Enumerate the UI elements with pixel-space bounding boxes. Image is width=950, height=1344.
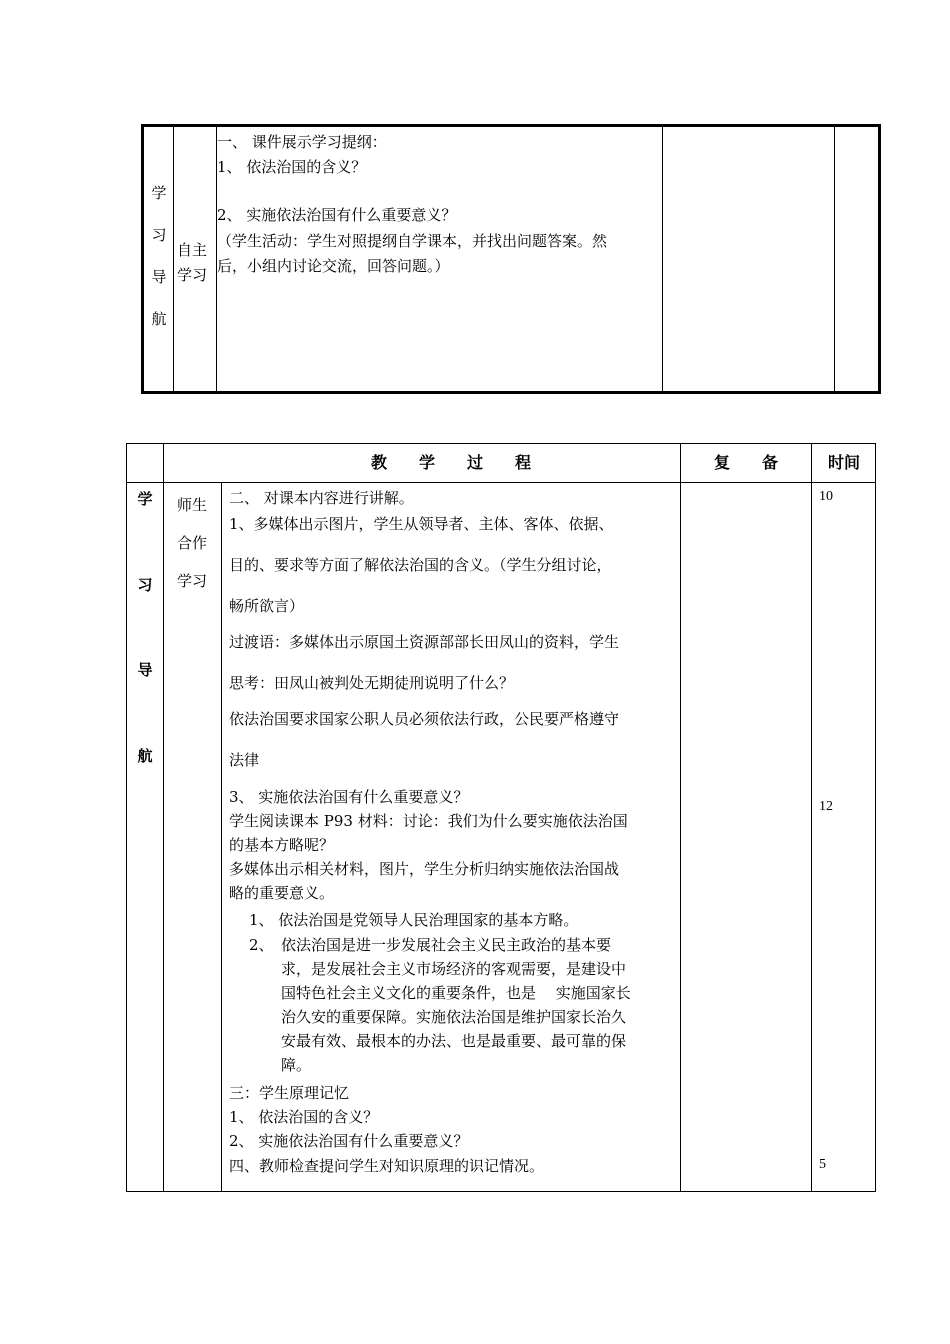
- header-prep: 复 备: [713, 453, 778, 472]
- header-process: 教 学 过 程: [370, 453, 531, 472]
- time-value: 10: [819, 489, 833, 504]
- column-divider: [680, 444, 681, 1191]
- content-line: 略的重要意义。: [229, 884, 335, 902]
- row-divider: [127, 482, 875, 483]
- content-line: 法律: [229, 751, 260, 769]
- content-line: 四、教师检查提问学生对知识原理的识记情况。: [229, 1157, 545, 1175]
- column-divider: [811, 444, 812, 1191]
- column-divider: [173, 127, 174, 391]
- list-item-number: 2、: [249, 936, 274, 954]
- self-study-content: [217, 130, 662, 278]
- content-line: 三：学生原理记忆: [229, 1084, 350, 1102]
- content-line: 思考：田凤山被判处无期徒刑说明了什么？: [229, 674, 515, 692]
- self-study-table: [141, 124, 881, 394]
- list-item: 障。: [281, 1056, 312, 1074]
- content-line: 畅所欲言）: [229, 597, 305, 615]
- mode-line: 自主: [177, 241, 208, 259]
- content-line: 1、多媒体出示图片，学生从领导者、主体、客体、依据、: [229, 515, 614, 533]
- content-line: 多媒体出示相关材料，图片，学生分析归纳实施依法治国战: [229, 860, 620, 878]
- list-item: 治久安的重要保障。实施依法治国是维护国家长治久: [281, 1008, 627, 1026]
- section-label-char: 习: [151, 226, 167, 244]
- mode-line: 学习: [177, 572, 208, 590]
- mode-line: 学习: [177, 266, 208, 284]
- section-label-char: 导: [137, 661, 153, 679]
- section-label-char: 学: [137, 490, 153, 508]
- content-line: 学生阅读课本 P93 材料：讨论：我们为什么要实施依法治国: [229, 812, 628, 830]
- time-value: 5: [819, 1157, 826, 1172]
- list-item: 1、 依法治国是党领导人民治理国家的基本方略。: [249, 911, 579, 929]
- section-label-char: 航: [151, 310, 167, 328]
- content-line: 目的、要求等方面了解依法治国的含义。（学生分组讨论，: [229, 556, 612, 574]
- section-label-char: 习: [137, 576, 153, 594]
- content-line: 2、 实施依法治国有什么重要意义？: [217, 206, 457, 224]
- content-line: 2、 实施依法治国有什么重要意义？: [229, 1132, 469, 1150]
- content-line: 的基本方略呢？: [229, 836, 335, 854]
- mode-line: 合作: [177, 534, 208, 552]
- content-line: 一、 课件展示学习提纲：: [217, 133, 387, 151]
- section-label-char: 导: [151, 268, 167, 286]
- section-label-char: 学: [151, 184, 167, 202]
- content-line: 二、 对课本内容进行讲解。: [229, 489, 414, 507]
- mode-line: 师生: [177, 496, 208, 514]
- time-value: 12: [819, 799, 833, 814]
- content-line: 1、 依法治国的含义？: [229, 1108, 379, 1126]
- list-item: 依法治国是进一步发展社会主义民主政治的基本要: [281, 936, 612, 954]
- column-divider: [662, 127, 663, 391]
- teaching-process-table: [126, 443, 876, 1192]
- content-line: 1、 依法治国的含义？: [217, 158, 367, 176]
- column-divider: [834, 127, 835, 391]
- header-time: 时间: [827, 453, 860, 472]
- content-line: 依法治国要求国家公职人员必须依法行政，公民要严格遵守: [229, 710, 620, 728]
- list-item: 求，是发展社会主义市场经济的客观需要，是建设中: [281, 960, 627, 978]
- column-divider: [221, 482, 222, 1191]
- content-line: 3、 实施依法治国有什么重要意义？: [229, 788, 469, 806]
- mode-label: [177, 486, 207, 600]
- list-item: 安最有效、最根本的办法、也是最重要、最可靠的保: [281, 1032, 627, 1050]
- section-label-char: 航: [137, 747, 153, 765]
- mode-label: [177, 238, 207, 288]
- content-line: 过渡语：多媒体出示原国土资源部部长田凤山的资料，学生: [229, 633, 620, 651]
- list-item: 国特色社会主义文化的重要条件，也是 实施国家长: [281, 984, 631, 1002]
- content-line: （学生活动：学生对照提纲自学课本，并找出问题答案。然: [217, 232, 608, 250]
- column-divider: [163, 444, 164, 1191]
- content-line: 后，小组内讨论交流，回答问题。）: [217, 257, 450, 275]
